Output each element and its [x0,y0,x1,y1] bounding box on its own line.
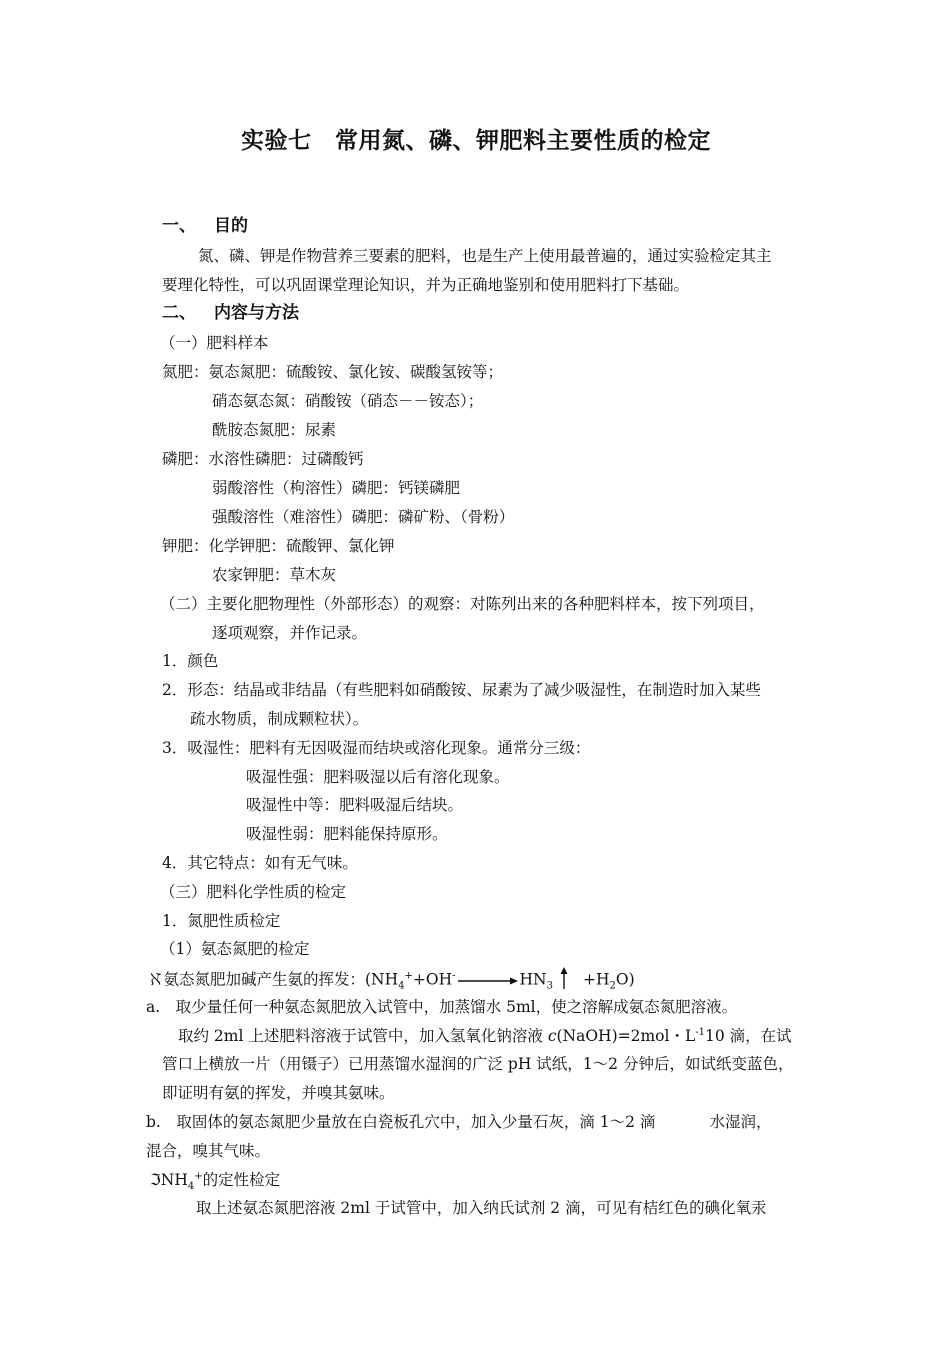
paragraph-line: 疏水物质，制成颗粒状）。 [190,710,369,728]
equation-text: +H [582,970,610,989]
list-item: 4．其它特点：如有无气味。 [162,854,358,872]
ion-subscript: 4 [187,1181,195,1193]
list-item: 吸湿性中等：肥料吸湿后结块。 [246,796,464,814]
list-item: 氮肥：氨态氮肥：硫酸铵、氯化铵、碳酸氢铵等； [162,363,504,381]
paragraph-line: 即证明有氨的挥发，并嗅其氨味。 [162,1084,395,1102]
paragraph-line: 氮、磷、钾是作物营养三要素的肥料，也是生产上使用最普遍的，通过实验检定其主 [198,247,772,265]
section-heading-content-methods [162,303,299,323]
list-item: 1．颜色 [162,652,219,670]
reaction-arrow-icon [458,971,518,991]
text-span: b. 取固体的氨态氮肥少量放在白瓷板孔穴中，加入少量石灰，滴 1～2 滴 [146,1113,656,1131]
list-item: 磷肥：水溶性磷肥：过磷酸钙 [162,450,364,468]
equation-superscript: + [404,970,413,982]
paragraph-line: 混合，嗅其气味。 [146,1142,271,1160]
equation-text: HN [519,970,547,989]
equation-subscript: 2 [609,980,616,992]
section-title: 内容与方法 [214,303,299,323]
list-item: 1．氮肥性质检定 [162,912,281,930]
paragraph-line [178,1026,792,1046]
text-span: ℑNH [150,1171,188,1189]
text-span: 水湿润， [709,1113,772,1131]
paragraph-line: 逐项观察，并作记录。 [212,624,368,642]
subsection-heading: （三）肥料化学性质的检定 [160,883,347,901]
procedure-step-b [146,1112,771,1132]
gas-evolution-arrow-icon [559,967,569,994]
paragraph-line: 要理化特性，可以巩固课堂理论知识，并为正确地鉴别和使用肥料打下基础。 [162,276,690,294]
equation-subscript: 4 [398,980,405,992]
subsection-heading: （二）主要化肥物理性（外部形态）的观察：对陈列出来的各种肥料样本，按下列项目， [160,595,765,613]
subsection-heading [150,1170,281,1193]
list-item: 弱酸溶性（枸溶性）磷肥：钙镁磷肥 [212,479,461,497]
equation-text: O) [615,970,635,989]
equation-text: ℵ氨态氮肥加碱产生氨的挥发：(NH [148,970,399,989]
procedure-step-a: a. 取少量任何一种氨态氮肥放入试管中，加蒸馏水 5ml，使之溶解成氨态氮肥溶液。 [146,998,738,1016]
equation-text: +OH [412,970,453,989]
list-item: 2．形态：结晶或非结晶（有些肥料如硝酸铵、尿素为了减少吸湿性，在制造时加入某些 [162,681,761,699]
list-item: 硝态氨态氮：硝酸铵（硝态－－铵态）； [212,392,484,410]
section-title: 目的 [214,216,248,236]
section-heading-purpose [162,216,248,236]
equation-superscript: - [452,970,456,982]
equation-subscript: 3 [546,980,553,992]
text-span: 取约 2ml 上述肥料溶液于试管中，加入氢氧化钠溶液 [178,1027,548,1045]
subsection-heading: （一）肥料样本 [160,334,269,352]
ion-superscript: + [194,1170,203,1182]
page-title: 实验七 常用氮、磷、钾肥料主要性质的检定 [241,128,711,154]
list-item: 酰胺态氮肥：尿素 [212,421,337,439]
section-number: 二、 [162,303,196,323]
list-item: 农家钾肥：草木灰 [212,566,337,584]
list-item: 吸湿性弱：肥料能保持原形。 [246,825,448,843]
paragraph-line: 管口上横放一片（用镊子）已用蒸馏水湿润的广泛 pH 试纸，1～2 分钟后，如试纸变蓝色， [162,1055,794,1073]
concentration-symbol: c [547,1027,557,1045]
list-item: 强酸溶性（难溶性）磷肥：磷矿粉、（骨粉） [212,508,515,526]
list-item: （1）氨态氮肥的检定 [160,940,310,958]
chemical-equation [148,967,635,994]
section-number: 一、 [162,216,196,236]
text-span: (NaOH)=2mol・L [556,1027,696,1045]
text-span: 10 滴，在试 [705,1027,792,1045]
list-item: 3．吸湿性：肥料有无因吸湿而结块或溶化现象。通常分三级： [162,739,591,757]
list-item: 吸湿性强：肥料吸湿以后有溶化现象。 [246,768,510,786]
text-span: 的定性检定 [202,1171,281,1189]
list-item: 钾肥：化学钾肥：硫酸钾、氯化钾 [162,537,395,555]
unit-superscript: -1 [695,1026,706,1038]
paragraph-line: 取上述氨态氮肥溶液 2ml 于试管中，加入纳氏试剂 2 滴，可见有桔红色的碘化氧汞 [196,1199,767,1217]
